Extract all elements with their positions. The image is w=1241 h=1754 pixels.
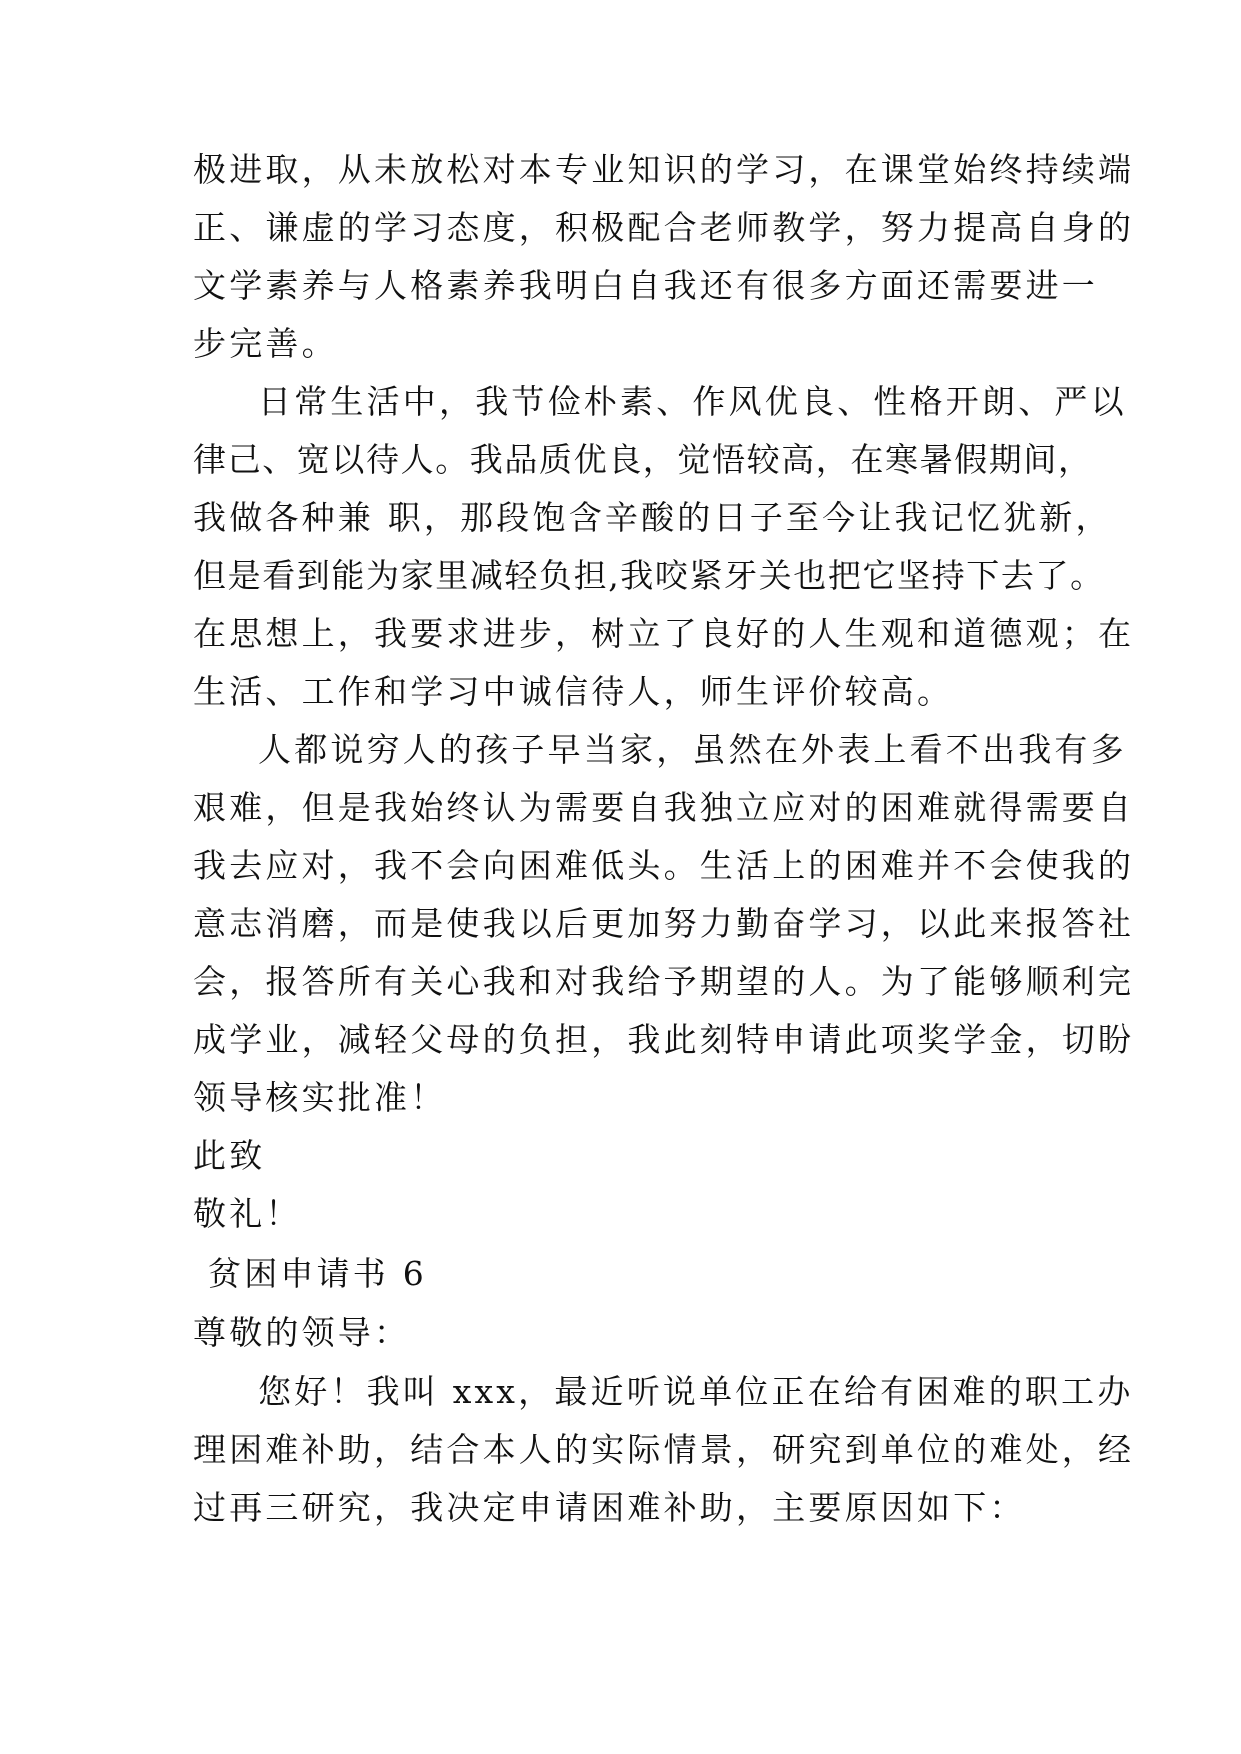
text-line: 过再三研究，我决定申请困难补助，主要原因如下： <box>193 1488 1026 1527</box>
text-line: 律己、宽以待人。我品质优良，觉悟较高，在寒暑假期间， <box>193 440 1093 479</box>
text-line: 理困难补助，结合本人的实际情景，研究到单位的难处，经 <box>193 1430 1135 1469</box>
text-line: 在思想上，我要求进步，树立了良好的人生观和道德观；在 <box>193 614 1135 653</box>
text-line: 生活、工作和学习中诚信待人，师生评价较高。 <box>193 672 954 711</box>
paragraph-first-line: 日常生活中，我节俭朴素、作风优良、性格开朗、严以 <box>258 382 1127 421</box>
text-line: 意志消磨，而是使我以后更加努力勤奋学习，以此来报答社 <box>193 904 1135 943</box>
text-line: 正、谦虚的学习态度，积极配合老师教学，努力提高自身的 <box>193 208 1135 247</box>
closing-line: 此致 <box>193 1136 266 1175</box>
paragraph-first-line: 人都说穷人的孩子早当家，虽然在外表上看不出我有多 <box>258 730 1127 769</box>
text-line: 但是看到能为家里减轻负担,我咬紧牙关也把它坚持下去了。 <box>193 556 1105 595</box>
text-line: 极进取，从未放松对本专业知识的学习，在课堂始终持续端 <box>193 150 1135 189</box>
text-line: 步完善。 <box>193 324 338 363</box>
text-line: 艰难，但是我始终认为需要自我独立应对的困难就得需要自 <box>193 788 1135 827</box>
greeting-line: 尊敬的领导： <box>193 1313 411 1352</box>
text-line: 我去应对，我不会向困难低头。生活上的困难并不会使我的 <box>193 846 1135 885</box>
text-line: 会，报答所有关心我和对我给予期望的人。为了能够顺利完 <box>193 962 1135 1001</box>
closing-salutation: 敬礼！ <box>193 1194 302 1233</box>
text-line: 我做各种兼 职，那段饱含辛酸的日子至今让我记忆犹新， <box>193 498 1112 537</box>
section-heading: 贫困申请书 6 <box>208 1254 427 1293</box>
text-line: 领导核实批准！ <box>193 1078 447 1117</box>
text-line: 文学素养与人格素养我明白自我还有很多方面还需要进一 <box>193 266 1098 305</box>
text-line: 成学业，减轻父母的负担，我此刻特申请此项奖学金，切盼 <box>193 1020 1135 1059</box>
paragraph-first-line: 您好！我叫 xxx，最近听说单位正在给有困难的职工办 <box>258 1372 1134 1411</box>
